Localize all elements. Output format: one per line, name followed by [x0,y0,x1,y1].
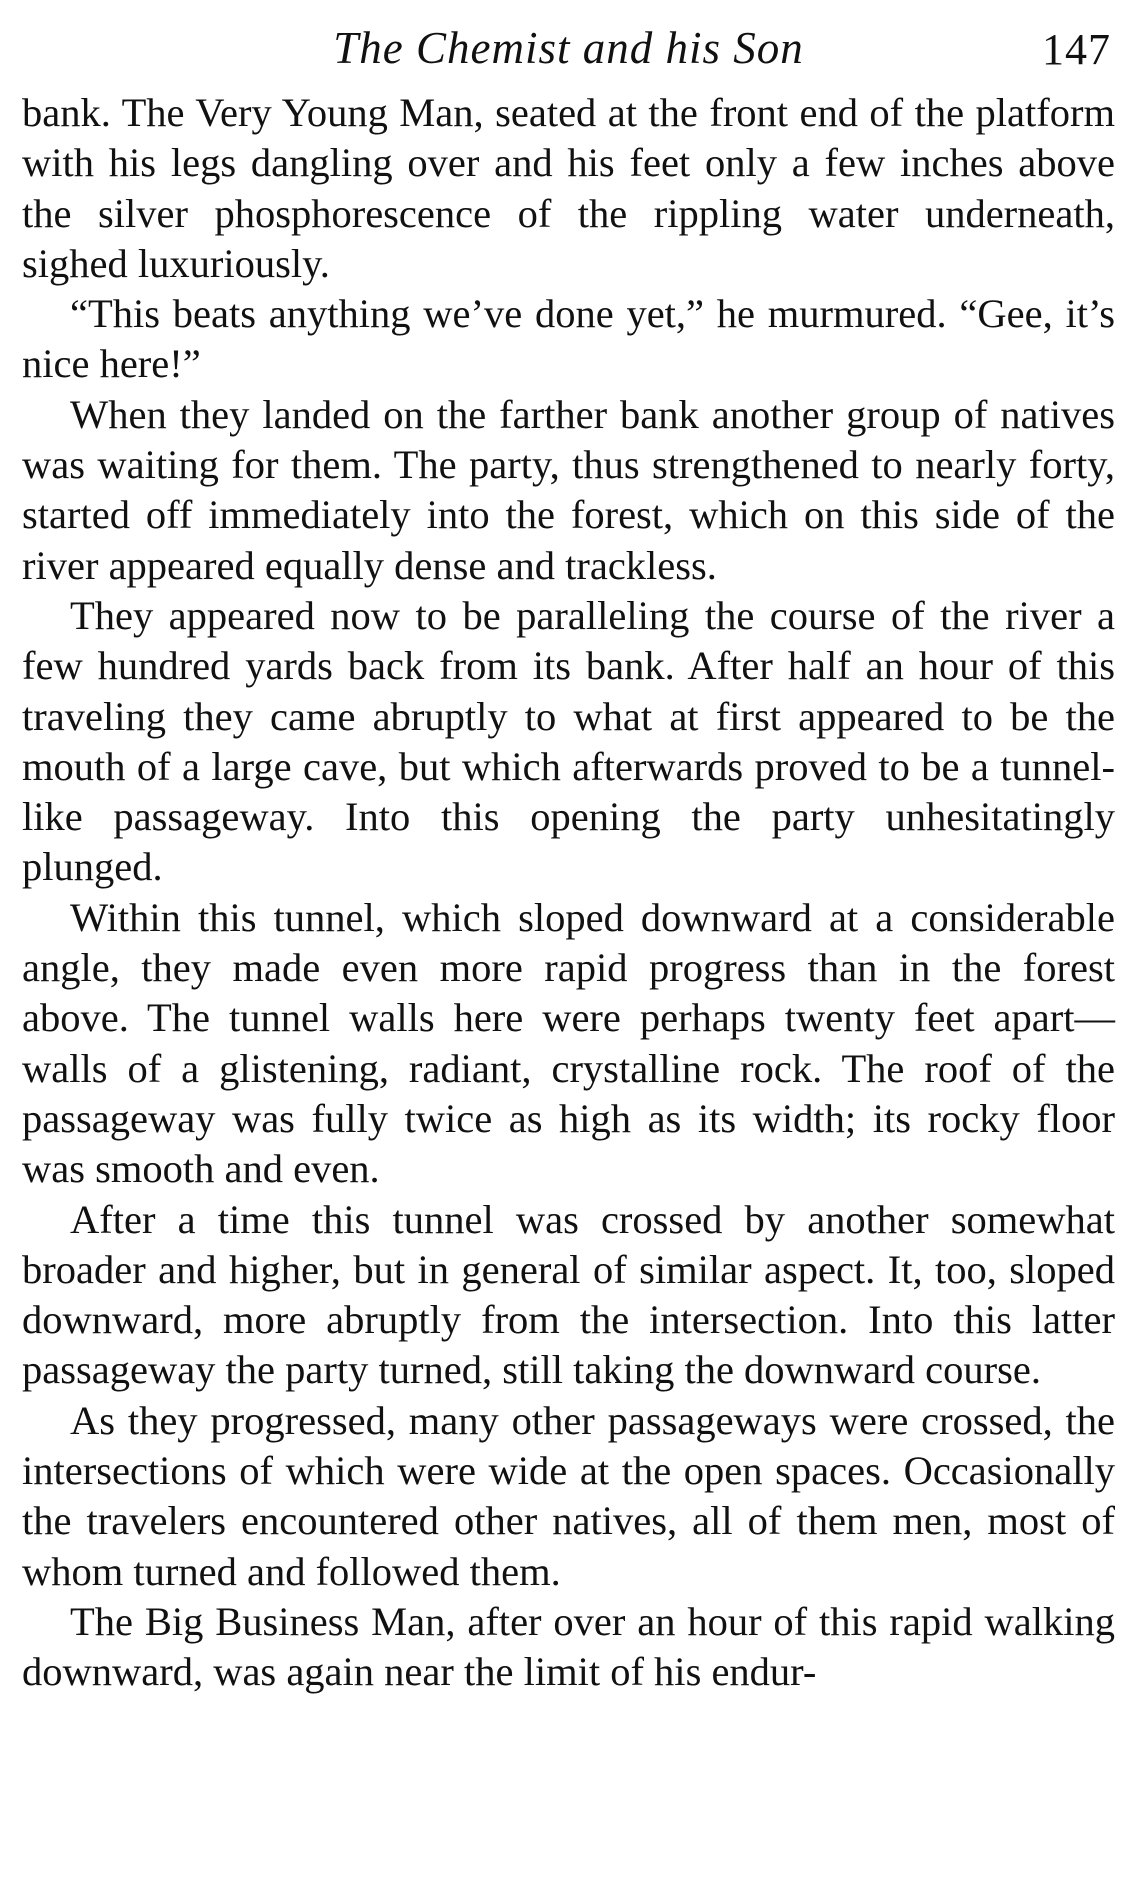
paragraph: bank. The Very Young Man, seated at the front end of the platform with his legs dangling over and his feet only a few inches above the silver phosphorescence of the rippling water underneath, sighed luxuriously. [22,90,1115,286]
paragraph: Within this tunnel, which sloped downward at a considerable angle, they made even more rapid progress than in the forest above. The tunnel walls here were perhaps twenty feet apart—walls of a glistening, radiant, crystalline rock. The roof of the passageway was fully twice as high as its width; its rocky floor was smooth and even. [22,894,1115,1192]
page-number: 147 [1042,25,1111,74]
paragraph: When they landed on the farther bank another group of natives was waiting for them. The party, thus strengthened to nearly forty, started off immediately into the forest, which on this side of the river appeared equally dense and trackless. [22,391,1115,588]
paragraph: The Big Business Man, after over an hour of this rapid walking downward, was again near the limit of his endur- [22,1598,1115,1695]
paragraph: As they progressed, many other passageways were crossed, the intersections of which were wide at the open spaces. Occasionally the travelers encountered other natives, all of them men, most of whom turned and followed them. [22,1397,1115,1594]
body-text [22,88,1115,1698]
running-title: The Chemist and his Son [333,23,804,73]
paragraph: After a time this tunnel was crossed by another somewhat broader and higher, but in general of similar aspect. It, too, sloped downward, more abruptly from the intersection. Into this latter passageway the party turned, still taking the downward course. [22,1196,1115,1393]
paragraph: They appeared now to be paralleling the course of the river a few hundred yards back from its bank. After half an hour of this traveling they came abruptly to what at first appeared to be the mouth of a large cave, but which afterwards proved to be a tunnel-like passageway. Into this opening the party unhesitatingly plunged. [22,592,1115,890]
running-head [22,14,1115,88]
paragraph: “This beats anything we’ve done yet,” he murmured. “Gee, it’s nice here!” [22,291,1115,387]
